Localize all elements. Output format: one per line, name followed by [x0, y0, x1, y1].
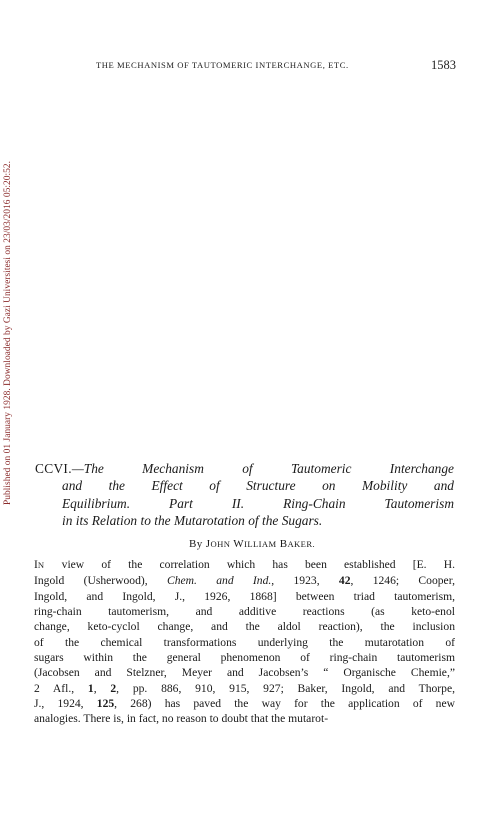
download-watermark-text: Published on 01 January 1928. Downloaded by Gazi Universitesi on 23/03/2016 05:20:52. [3, 160, 13, 506]
body-paragraph [34, 557, 455, 727]
title-line-3: Equilibrium. Part II. Ring-Chain Tautomerism [62, 495, 454, 511]
author-middle-name: WILLIAM [233, 538, 277, 550]
body-line [34, 696, 455, 711]
body-text-run: Ingold (Usherwood), [34, 574, 167, 588]
body-text-run: 125 [96, 697, 115, 711]
article-title [35, 460, 454, 529]
body-text-run: ring-chain tautomerism, and additive reactions (as keto-enol [34, 605, 455, 619]
body-text-run: (Jacobsen and Stelzner, Meyer and Jacobsen’s “ Organische Chemie,” [34, 666, 455, 680]
author-byline [0, 538, 504, 550]
article-number: CCVI. [35, 461, 72, 476]
body-line [34, 589, 455, 604]
body-line [34, 681, 455, 696]
title-line-2: and the Effect of Structure on Mobility and [62, 478, 454, 494]
body-line [34, 557, 455, 573]
byline-prefix: By [189, 538, 203, 550]
body-text-run: view of the correlation which has been established [E. H. [44, 558, 455, 571]
body-text-run: 2 [110, 681, 117, 695]
running-head [96, 60, 456, 70]
body-text-run: sugars within the general phenomenon of ring-chain tautomerism [34, 651, 455, 665]
author-first-name: JOHN [205, 538, 231, 550]
body-text-run: change, keto-cyclol change, and the aldol reaction), the inclusion [34, 620, 455, 634]
body-text-run: analogies. There is, in fact, no reason to doubt that the mutarot- [34, 712, 329, 726]
body-line [34, 604, 455, 619]
body-text-run: of the chemical transformations underlying the mutarotation of [34, 635, 455, 649]
body-text-run: 1 [87, 681, 94, 695]
page-number: 1583 [431, 58, 456, 72]
title-line-1: CCVI.—The Mechanism of Tautomeric Interchange [35, 461, 454, 476]
body-line [34, 635, 455, 650]
body-line [34, 665, 455, 680]
drop-cap: I [34, 558, 38, 571]
title-line-4: in its Relation to the Mutarotation of the Sugars. [62, 512, 323, 528]
body-text-run: Chem. and Ind. [166, 574, 272, 588]
body-text-run: J., 1924, [34, 697, 97, 711]
body-line [34, 573, 455, 588]
body-text-run: , 1923, [271, 574, 339, 588]
author-last-name: BAKER. [279, 538, 315, 550]
running-head-title: THE MECHANISM OF TAUTOMERIC INTERCHANGE, ETC. [96, 60, 349, 70]
body-text-run: , [93, 681, 111, 695]
body-line [34, 711, 455, 726]
body-text-run: , pp. 886, 910, 915, 927; Baker, Ingold, and Thorpe, [116, 681, 455, 695]
body-line [34, 619, 455, 634]
body-text-run: Ingold, and Ingold, J., 1926, 1868] between triad tautomerism, [34, 589, 455, 603]
body-text-run: , 1246; Cooper, [350, 574, 455, 588]
body-line [34, 650, 455, 665]
body-text-run: , 268) has paved the way for the application of new [114, 697, 455, 711]
download-watermark [0, 121, 16, 545]
body-text-run: 2 Afl., [34, 681, 88, 695]
body-text-run: 42 [338, 574, 351, 588]
first-word-rest: N [37, 560, 45, 570]
